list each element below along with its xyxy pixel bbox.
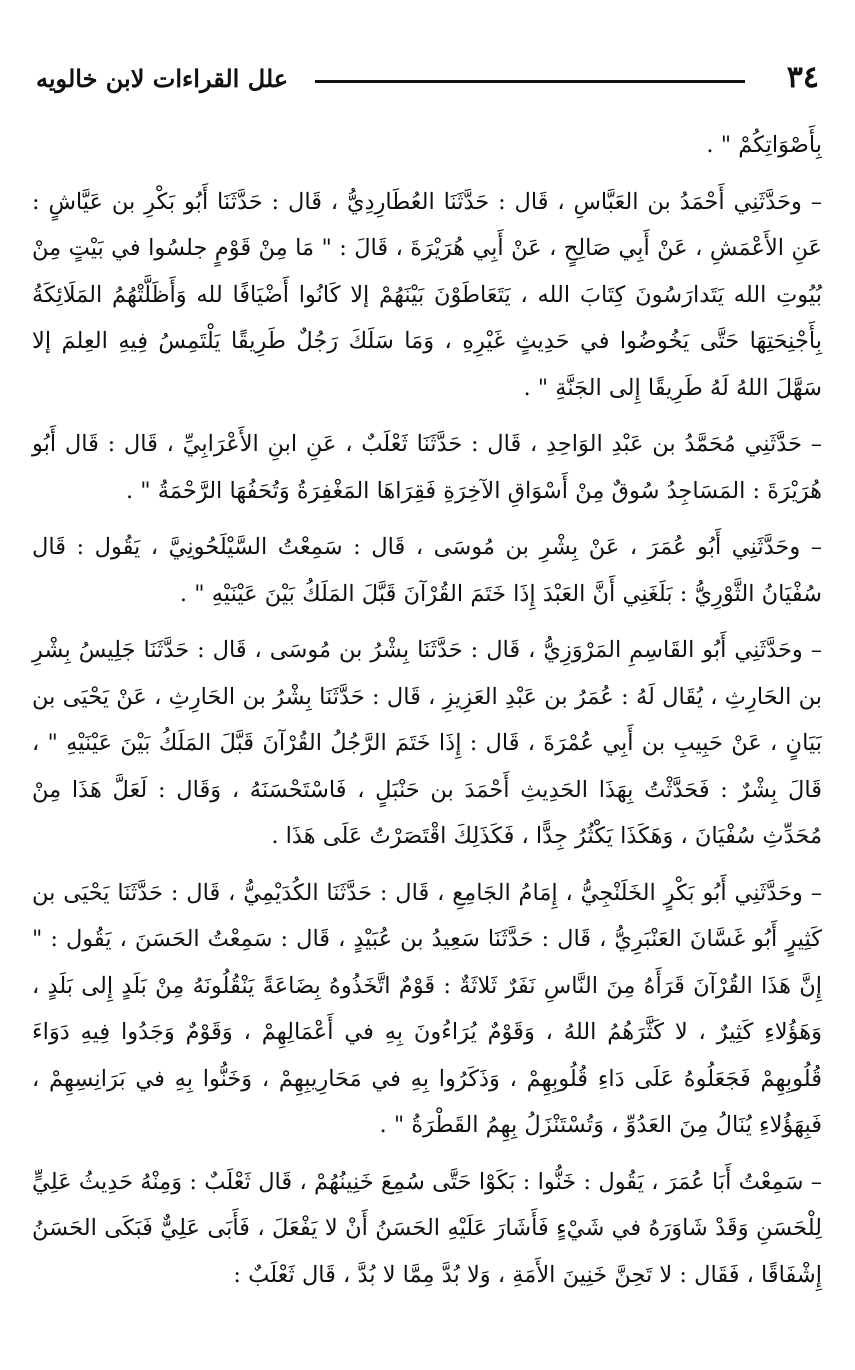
paragraph: – وحَدَّثَنِي أَبُو عُمَرَ ، عَنْ بِشْرِ بن مُوسَى ، قَال : سَمِعْتُ السَّيْلَحُونِيَّ ، يَقُول : قَال سُفْيَانُ الثَّوْرِيُّ : بَلَغَنِي أَنَّ العَبْدَ إِذَا خَتَمَ القُرْآنَ قَبَّلَ المَلَكُ بَيْنَ عَيْنَيْهِ " . (32, 534, 822, 607)
paragraph-gap (32, 617, 822, 627)
page-header (30, 58, 825, 102)
paragraph: – سَمِعْتُ أَبَا عُمَرَ ، يَقُول : خَنُّوا : بَكَوْا حَتَّى سُمِعَ خَنِينُهُمْ ، قَال ثَعْلَبٌ : وَمِنْهُ حَدِيثُ عَلِيٍّ لِلْحَسَنِ وَقَدْ شَاوَرَهُ في شَيْءٍ فَأَشَارَ عَلَيْهِ الحَسَنُ أَنْ لا يَفْعَلَ ، فَأَبَى عَلِيٌّ فَبَكَى الحَسَنُ إِشْفَاقًا ، فَقَال : لا تَحِنَّ خَنِينَ الأَمَةِ ، وَلا بُدَّ مِمَّا لا بُدَّ ، قَال ثَعْلَبٌ : (32, 1168, 822, 1288)
paragraph: – حَدَّثَنِي مُحَمَّدُ بن عَبْدِ الوَاحِدِ ، قَال : حَدَّثَنَا ثَعْلَبٌ ، عَنِ ابنِ الأَعْرَابِيِّ ، قَال : قَال أَبُو هُرَيْرَةَ : المَسَاجِدُ سُوقٌ مِنْ أَسْوَاقِ الآخِرَةِ فَقِرَاهَا المَغْفِرَةُ وَتُحَفُهَا الرَّحْمَةُ " . (32, 431, 822, 504)
paragraph-continuation: بِأَصْوَاتِكُمْ " . (706, 132, 822, 158)
page-number: ٣٤ (786, 60, 819, 95)
paragraph-gap (32, 514, 822, 524)
paragraph-gap (32, 169, 822, 179)
paragraph: – وحَدَّثَنِي أَبُو القَاسِمِ المَرْوَزِيُّ ، قَال : حَدَّثَنَا بِشْرُ بن مُوسَى ، قَال : حَدَّثَنَا جَلِيسُ بِشْرِ بن الحَارِثِ ، يُقَال لَهُ : عُمَرُ بن عَبْدِ العَزِيزِ ، قَال : حَدَّثَنَا بِشْرُ بن الحَارِثِ ، عَنْ يَحْيَى بن بَيَانٍ ، عَنْ حَبِيبِ بن أَبِي عُمْرَةَ ، قَال : إِذَا خَتَمَ الرَّجُلُ القُرْآنَ قَبَّلَ المَلَكُ بَيْنَ عَيْنَيْهِ " ، قَالَ بِشْرٌ : فَحَدَّثْتُ بِهَذَا الحَدِيثِ أَحْمَدَ بن حَنْبَلٍ ، فَاسْتَحْسَنَهُ ، وَقَال : لَعَلَّ هَذَا مِنْ مُحَدِّثِ سُفْيَانَ ، وَهَكَذَا يَكْثُرُ جِدًّا ، فَكَذَلِكَ اقْتَصَرْتُ عَلَى هَذَا . (32, 637, 822, 849)
paragraph-gap (32, 1149, 822, 1159)
header-rule (315, 80, 745, 83)
paragraph-gap (32, 411, 822, 421)
paragraph: – وحَدَّثَنِي أَبُو بَكْرٍ الخَلَنْجِيُّ ، إِمَامُ الجَامِعِ ، قَال : حَدَّثَنَا الكُدَيْمِيُّ ، قَال : حَدَّثَنَا يَحْيَى بن كَثِيرٍ أَبُو غَسَّانَ العَنْبَرِيُّ ، قَال : حَدَّثَنَا سَعِيدُ بن عُبَيْدٍ ، قَال : سَمِعْتُ الحَسَنَ ، يَقُول : " إِنَّ هَذَا القُرْآنَ قَرَأَهُ مِنَ النَّاسِ نَفَرٌ ثَلاثَةٌ : قَوْمٌ اتَّخَذُوهُ بِضَاعَةً يَنْقُلُونَهُ مِنْ بَلَدٍ إِلى بَلَدٍ ، وَهَؤُلاءِ كَثِيرٌ ، لا كَثَّرَهُمُ اللهُ ، وَقَوْمٌ يُرَاءُونَ بِهِ في أَعْمَالِهِمْ ، وَقَوْمٌ وَجَدُوا فِيهِ دَوَاءَ قُلُوبِهِمْ فَجَعَلُوهُ عَلَى دَاءِ قُلُوبِهِمْ ، وَذَكَرُوا بِهِ في مَحَارِيبِهِمْ ، وَخَنُّوا بِهِ في بَرَانِسِهِمْ ، فَبِهَؤُلاءِ يُنَالُ مِنَ العَدُوِّ ، وَتُسْتَنْزَلُ بِهِمُ القَطْرَةُ " . (32, 879, 822, 1138)
paragraph-gap (32, 860, 822, 870)
page-body (32, 122, 822, 1298)
running-title: علل القراءات لابن خالويه (36, 64, 289, 93)
paragraph: – وحَدَّثَنِي أَحْمَدُ بن العَبَّاسِ ، قَال : حَدَّثَنَا العُطَارِدِيُّ ، قَال : حَدَّثَنَا أَبُو بَكْرِ بن عَيَّاشٍ : عَنِ الأَعْمَشِ ، عَنْ أَبِي صَالِحٍ ، عَنْ أَبِي هُرَيْرَةَ ، قَالَ : " مَا مِنْ قَوْمٍ جلسُوا في بَيْتٍ مِنْ بُيُوتِ الله يَتَدارَسُونَ كِتَابَ الله ، يَتَعَاطَوْنَ بَيْنَهُمْ إلا كَانُوا أَضْيَافًا لله وَأَظَلَّتْهُمُ المَلَائِكَةُ بِأَجْنِحَتِهَا حَتَّى يَخُوضُوا في حَدِيثٍ غَيْرِهِ ، وَمَا سَلَكَ رَجُلٌ طَرِيقًا يَلْتَمِسُ فِيهِ العِلمَ إلا سَهَّلَ اللهُ لَهُ طَرِيقًا إِلى الجَنَّةِ " . (32, 188, 822, 401)
